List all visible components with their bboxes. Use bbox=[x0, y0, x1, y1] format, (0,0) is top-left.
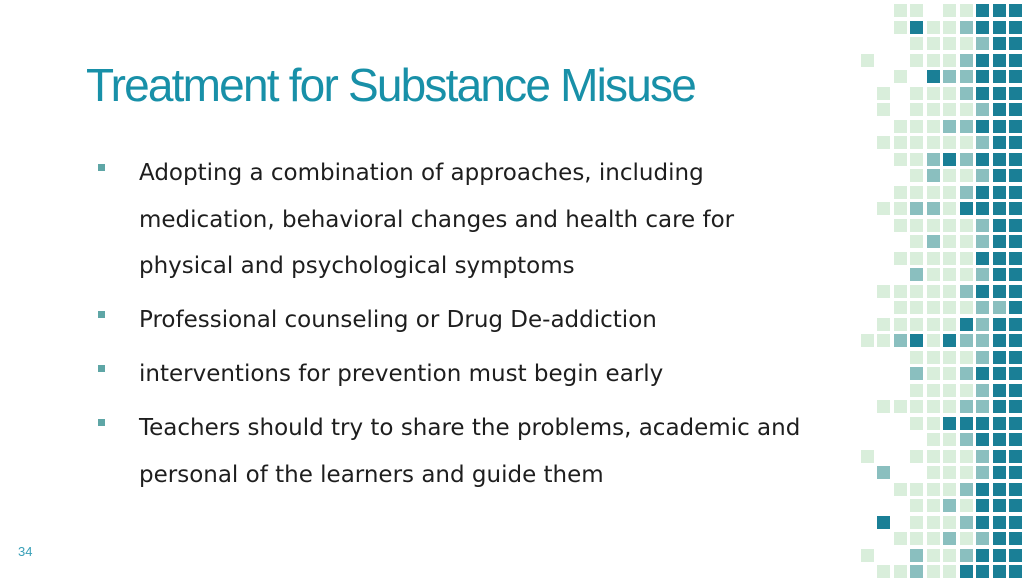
decorative-square bbox=[1009, 450, 1022, 463]
decorative-square bbox=[960, 499, 973, 512]
decorative-square bbox=[943, 120, 956, 133]
decorative-square bbox=[960, 153, 973, 166]
decorative-square bbox=[1009, 87, 1022, 100]
decorative-square bbox=[943, 351, 956, 364]
decorative-square bbox=[894, 153, 907, 166]
decorative-square bbox=[960, 87, 973, 100]
decorative-square bbox=[894, 4, 907, 17]
decorative-square bbox=[976, 4, 989, 17]
decorative-square bbox=[976, 483, 989, 496]
decorative-square bbox=[943, 186, 956, 199]
decorative-square bbox=[1009, 318, 1022, 331]
decorative-square bbox=[877, 202, 890, 215]
decorative-square bbox=[993, 351, 1006, 364]
decorative-square bbox=[894, 483, 907, 496]
decorative-square bbox=[993, 103, 1006, 116]
decorative-square bbox=[993, 318, 1006, 331]
decorative-square bbox=[960, 516, 973, 529]
decorative-square bbox=[1009, 565, 1022, 578]
decorative-square bbox=[1009, 120, 1022, 133]
decorative-square bbox=[943, 384, 956, 397]
decorative-square bbox=[927, 450, 940, 463]
decorative-square bbox=[993, 450, 1006, 463]
decorative-square bbox=[960, 532, 973, 545]
decorative-square bbox=[910, 252, 923, 265]
decorative-square bbox=[1009, 516, 1022, 529]
decorative-square bbox=[943, 450, 956, 463]
decorative-square bbox=[976, 384, 989, 397]
decorative-square bbox=[960, 219, 973, 232]
decorative-square bbox=[943, 169, 956, 182]
decorative-square bbox=[877, 87, 890, 100]
decorative-square bbox=[1009, 367, 1022, 380]
decorative-square bbox=[943, 433, 956, 446]
decorative-square bbox=[943, 499, 956, 512]
decorative-square bbox=[976, 37, 989, 50]
decorative-square bbox=[861, 450, 874, 463]
decorative-square bbox=[910, 351, 923, 364]
decorative-square bbox=[960, 351, 973, 364]
decorative-square bbox=[927, 252, 940, 265]
decorative-square bbox=[976, 235, 989, 248]
decorative-square bbox=[960, 565, 973, 578]
decorative-square bbox=[976, 532, 989, 545]
decorative-square bbox=[927, 532, 940, 545]
decorative-square bbox=[861, 54, 874, 67]
decorative-square bbox=[877, 516, 890, 529]
decorative-square bbox=[877, 565, 890, 578]
decorative-square bbox=[910, 87, 923, 100]
decorative-square bbox=[976, 136, 989, 149]
decorative-square bbox=[1009, 384, 1022, 397]
decorative-square bbox=[927, 54, 940, 67]
decorative-square bbox=[960, 169, 973, 182]
decorative-square bbox=[927, 384, 940, 397]
decorative-square bbox=[927, 367, 940, 380]
decorative-square bbox=[1009, 351, 1022, 364]
decorative-square bbox=[960, 417, 973, 430]
decorative-square bbox=[993, 301, 1006, 314]
decorative-square bbox=[877, 466, 890, 479]
decorative-square bbox=[910, 532, 923, 545]
decorative-square bbox=[976, 318, 989, 331]
decorative-square bbox=[960, 285, 973, 298]
decorative-square bbox=[1009, 153, 1022, 166]
decorative-square bbox=[927, 120, 940, 133]
decorative-square bbox=[861, 549, 874, 562]
decorative-square bbox=[910, 367, 923, 380]
decorative-square bbox=[943, 235, 956, 248]
decorative-square bbox=[894, 120, 907, 133]
decorative-square bbox=[927, 301, 940, 314]
decorative-square bbox=[910, 219, 923, 232]
decorative-square bbox=[943, 4, 956, 17]
decorative-square bbox=[877, 285, 890, 298]
decorative-square bbox=[927, 202, 940, 215]
decorative-square bbox=[993, 549, 1006, 562]
decorative-square bbox=[993, 21, 1006, 34]
decorative-square bbox=[976, 54, 989, 67]
decorative-square bbox=[877, 318, 890, 331]
decorative-square bbox=[976, 565, 989, 578]
decorative-square bbox=[1009, 186, 1022, 199]
decorative-square bbox=[993, 565, 1006, 578]
decorative-square bbox=[943, 565, 956, 578]
decorative-square bbox=[910, 21, 923, 34]
decorative-square bbox=[943, 252, 956, 265]
decorative-square bbox=[943, 417, 956, 430]
decorative-square bbox=[960, 136, 973, 149]
decorative-square bbox=[943, 516, 956, 529]
decorative-square bbox=[960, 450, 973, 463]
decorative-square bbox=[1009, 417, 1022, 430]
decorative-square bbox=[1009, 400, 1022, 413]
decorative-square bbox=[960, 301, 973, 314]
decorative-square bbox=[877, 103, 890, 116]
decorative-square bbox=[943, 70, 956, 83]
decorative-square bbox=[943, 466, 956, 479]
decorative-square bbox=[960, 21, 973, 34]
decorative-square bbox=[960, 318, 973, 331]
decorative-square bbox=[1009, 54, 1022, 67]
decorative-square bbox=[927, 318, 940, 331]
decorative-square bbox=[976, 367, 989, 380]
decorative-square bbox=[927, 417, 940, 430]
decorative-square bbox=[877, 136, 890, 149]
decorative-square bbox=[910, 384, 923, 397]
decorative-square bbox=[993, 87, 1006, 100]
decorative-square bbox=[1009, 301, 1022, 314]
decorative-square bbox=[927, 219, 940, 232]
decorative-square bbox=[976, 334, 989, 347]
decorative-square bbox=[927, 186, 940, 199]
decorative-square bbox=[960, 549, 973, 562]
decorative-square bbox=[960, 433, 973, 446]
decorative-square bbox=[927, 285, 940, 298]
decorative-square bbox=[976, 268, 989, 281]
decorative-square bbox=[943, 285, 956, 298]
decorative-square bbox=[927, 516, 940, 529]
decorative-square bbox=[993, 285, 1006, 298]
decorative-square bbox=[910, 301, 923, 314]
decorative-square bbox=[976, 516, 989, 529]
decorative-square bbox=[993, 483, 1006, 496]
decorative-square bbox=[910, 37, 923, 50]
decorative-square bbox=[993, 367, 1006, 380]
decorative-square bbox=[927, 466, 940, 479]
decorative-square bbox=[976, 219, 989, 232]
decorative-square bbox=[910, 235, 923, 248]
decorative-square bbox=[910, 268, 923, 281]
decorative-square bbox=[927, 169, 940, 182]
decorative-square bbox=[960, 334, 973, 347]
bullet-text: Adopting a combination of approaches, including medication, behavioral changes and health care for physical and psychological symptoms bbox=[139, 160, 735, 279]
decorative-square bbox=[894, 285, 907, 298]
decorative-square bbox=[927, 70, 940, 83]
decorative-square bbox=[993, 252, 1006, 265]
decorative-square bbox=[927, 549, 940, 562]
decorative-square bbox=[1009, 235, 1022, 248]
decorative-square bbox=[927, 400, 940, 413]
decorative-square bbox=[943, 549, 956, 562]
decorative-square bbox=[927, 235, 940, 248]
decorative-square bbox=[993, 466, 1006, 479]
decorative-square bbox=[960, 384, 973, 397]
decorative-square bbox=[993, 153, 1006, 166]
decorative-square bbox=[910, 54, 923, 67]
decorative-square bbox=[1009, 252, 1022, 265]
decorative-square bbox=[894, 301, 907, 314]
decorative-square bbox=[1009, 499, 1022, 512]
decorative-square bbox=[910, 549, 923, 562]
decorative-square bbox=[1009, 37, 1022, 50]
decorative-square bbox=[1009, 285, 1022, 298]
decorative-square bbox=[976, 153, 989, 166]
decorative-square bbox=[976, 120, 989, 133]
decorative-square bbox=[910, 136, 923, 149]
decorative-square bbox=[894, 21, 907, 34]
decorative-square bbox=[960, 103, 973, 116]
decorative-square bbox=[943, 301, 956, 314]
decorative-square bbox=[943, 367, 956, 380]
page-number: 34 bbox=[18, 544, 33, 559]
decorative-square bbox=[943, 103, 956, 116]
decorative-square bbox=[877, 334, 890, 347]
decorative-square bbox=[910, 400, 923, 413]
decorative-square bbox=[976, 417, 989, 430]
decorative-square bbox=[910, 516, 923, 529]
decorative-square bbox=[927, 268, 940, 281]
decorative-square bbox=[1009, 202, 1022, 215]
decorative-square bbox=[976, 450, 989, 463]
decorative-square bbox=[927, 334, 940, 347]
decorative-square bbox=[993, 70, 1006, 83]
decorative-square bbox=[943, 153, 956, 166]
decorative-square bbox=[894, 318, 907, 331]
bullet-text: Professional counseling or Drug De-addiction bbox=[139, 307, 657, 333]
decorative-square bbox=[943, 219, 956, 232]
decorative-square bbox=[1009, 70, 1022, 83]
decorative-square bbox=[943, 400, 956, 413]
decorative-square bbox=[993, 384, 1006, 397]
decorative-square bbox=[943, 532, 956, 545]
decorative-square bbox=[1009, 549, 1022, 562]
decorative-square bbox=[943, 54, 956, 67]
decorative-square bbox=[894, 252, 907, 265]
decorative-square bbox=[1009, 433, 1022, 446]
decorative-square bbox=[927, 21, 940, 34]
decorative-square bbox=[943, 483, 956, 496]
decorative-square bbox=[993, 186, 1006, 199]
decorative-square bbox=[910, 186, 923, 199]
decorative-square bbox=[960, 252, 973, 265]
decorative-square bbox=[943, 334, 956, 347]
decorative-square bbox=[976, 252, 989, 265]
slide-title: Treatment for Substance Misuse bbox=[86, 59, 696, 111]
decorative-square bbox=[927, 483, 940, 496]
decorative-square bbox=[960, 70, 973, 83]
decorative-square bbox=[993, 235, 1006, 248]
decorative-square bbox=[976, 186, 989, 199]
decorative-square bbox=[960, 54, 973, 67]
decorative-square bbox=[927, 103, 940, 116]
decorative-square bbox=[993, 532, 1006, 545]
decorative-square bbox=[1009, 268, 1022, 281]
decorative-square bbox=[910, 103, 923, 116]
decorative-square bbox=[960, 4, 973, 17]
decorative-square bbox=[861, 334, 874, 347]
decorative-square bbox=[927, 37, 940, 50]
decorative-square bbox=[927, 565, 940, 578]
decorative-square bbox=[960, 400, 973, 413]
decorative-square bbox=[927, 136, 940, 149]
decorative-square bbox=[910, 318, 923, 331]
decorative-square bbox=[993, 202, 1006, 215]
decorative-square bbox=[910, 120, 923, 133]
decorative-square bbox=[976, 301, 989, 314]
decorative-square bbox=[993, 4, 1006, 17]
decorative-square bbox=[943, 268, 956, 281]
decorative-square bbox=[976, 499, 989, 512]
decorative-square bbox=[993, 54, 1006, 67]
decorative-square bbox=[910, 334, 923, 347]
decorative-square bbox=[976, 351, 989, 364]
decorative-square bbox=[927, 87, 940, 100]
decorative-square bbox=[927, 351, 940, 364]
decorative-square bbox=[910, 417, 923, 430]
decorative-square bbox=[877, 400, 890, 413]
decorative-square bbox=[927, 153, 940, 166]
decorative-square bbox=[910, 499, 923, 512]
decorative-square bbox=[960, 466, 973, 479]
decorative-square bbox=[1009, 136, 1022, 149]
decorative-square bbox=[943, 318, 956, 331]
decorative-square bbox=[894, 219, 907, 232]
decorative-square bbox=[993, 268, 1006, 281]
decorative-square bbox=[976, 549, 989, 562]
decorative-square bbox=[910, 285, 923, 298]
decorative-square bbox=[993, 169, 1006, 182]
decorative-square bbox=[943, 202, 956, 215]
decorative-square bbox=[976, 103, 989, 116]
decorative-square bbox=[910, 169, 923, 182]
decorative-square bbox=[976, 202, 989, 215]
decorative-square bbox=[943, 21, 956, 34]
decorative-square bbox=[894, 334, 907, 347]
decorative-square bbox=[976, 70, 989, 83]
decorative-square bbox=[894, 202, 907, 215]
decorative-square bbox=[976, 169, 989, 182]
decorative-square bbox=[960, 120, 973, 133]
decorative-square bbox=[927, 433, 940, 446]
decorative-square bbox=[960, 235, 973, 248]
decorative-square bbox=[960, 268, 973, 281]
decorative-square bbox=[894, 70, 907, 83]
decorative-square bbox=[943, 87, 956, 100]
decorative-square bbox=[993, 120, 1006, 133]
decorative-square bbox=[910, 4, 923, 17]
decorative-square bbox=[993, 400, 1006, 413]
decorative-square bbox=[1009, 103, 1022, 116]
bullet-text: Teachers should try to share the problems, academic and personal of the learners and guide them bbox=[139, 415, 801, 488]
decorative-square bbox=[976, 400, 989, 413]
decorative-square bbox=[993, 37, 1006, 50]
decorative-square bbox=[910, 450, 923, 463]
decorative-square bbox=[1009, 4, 1022, 17]
decorative-square bbox=[910, 153, 923, 166]
decorative-square bbox=[976, 285, 989, 298]
decorative-square bbox=[894, 565, 907, 578]
decorative-square bbox=[894, 186, 907, 199]
decorative-square bbox=[1009, 466, 1022, 479]
decorative-square bbox=[993, 219, 1006, 232]
bullet-text: interventions for prevention must begin early bbox=[139, 361, 664, 387]
decorative-square bbox=[993, 499, 1006, 512]
decorative-square bbox=[1009, 169, 1022, 182]
decorative-square bbox=[993, 516, 1006, 529]
decorative-square bbox=[976, 433, 989, 446]
decorative-square bbox=[976, 466, 989, 479]
decorative-square bbox=[943, 136, 956, 149]
decorative-square bbox=[993, 433, 1006, 446]
decorative-square bbox=[894, 400, 907, 413]
decorative-square bbox=[993, 136, 1006, 149]
decorative-square bbox=[993, 417, 1006, 430]
decorative-square bbox=[894, 532, 907, 545]
decorative-square bbox=[910, 483, 923, 496]
decorative-square bbox=[910, 202, 923, 215]
decorative-square bbox=[976, 87, 989, 100]
decorative-square bbox=[960, 202, 973, 215]
decorative-square bbox=[910, 565, 923, 578]
decorative-square bbox=[943, 37, 956, 50]
decorative-square bbox=[976, 21, 989, 34]
decorative-square bbox=[960, 186, 973, 199]
decorative-square bbox=[1009, 21, 1022, 34]
decorative-square bbox=[960, 37, 973, 50]
decorative-square bbox=[960, 483, 973, 496]
decorative-square bbox=[927, 499, 940, 512]
decorative-square bbox=[1009, 483, 1022, 496]
decorative-square bbox=[894, 136, 907, 149]
decorative-square bbox=[960, 367, 973, 380]
decorative-square bbox=[1009, 219, 1022, 232]
decorative-square bbox=[993, 334, 1006, 347]
decorative-square bbox=[1009, 334, 1022, 347]
decorative-square bbox=[1009, 532, 1022, 545]
